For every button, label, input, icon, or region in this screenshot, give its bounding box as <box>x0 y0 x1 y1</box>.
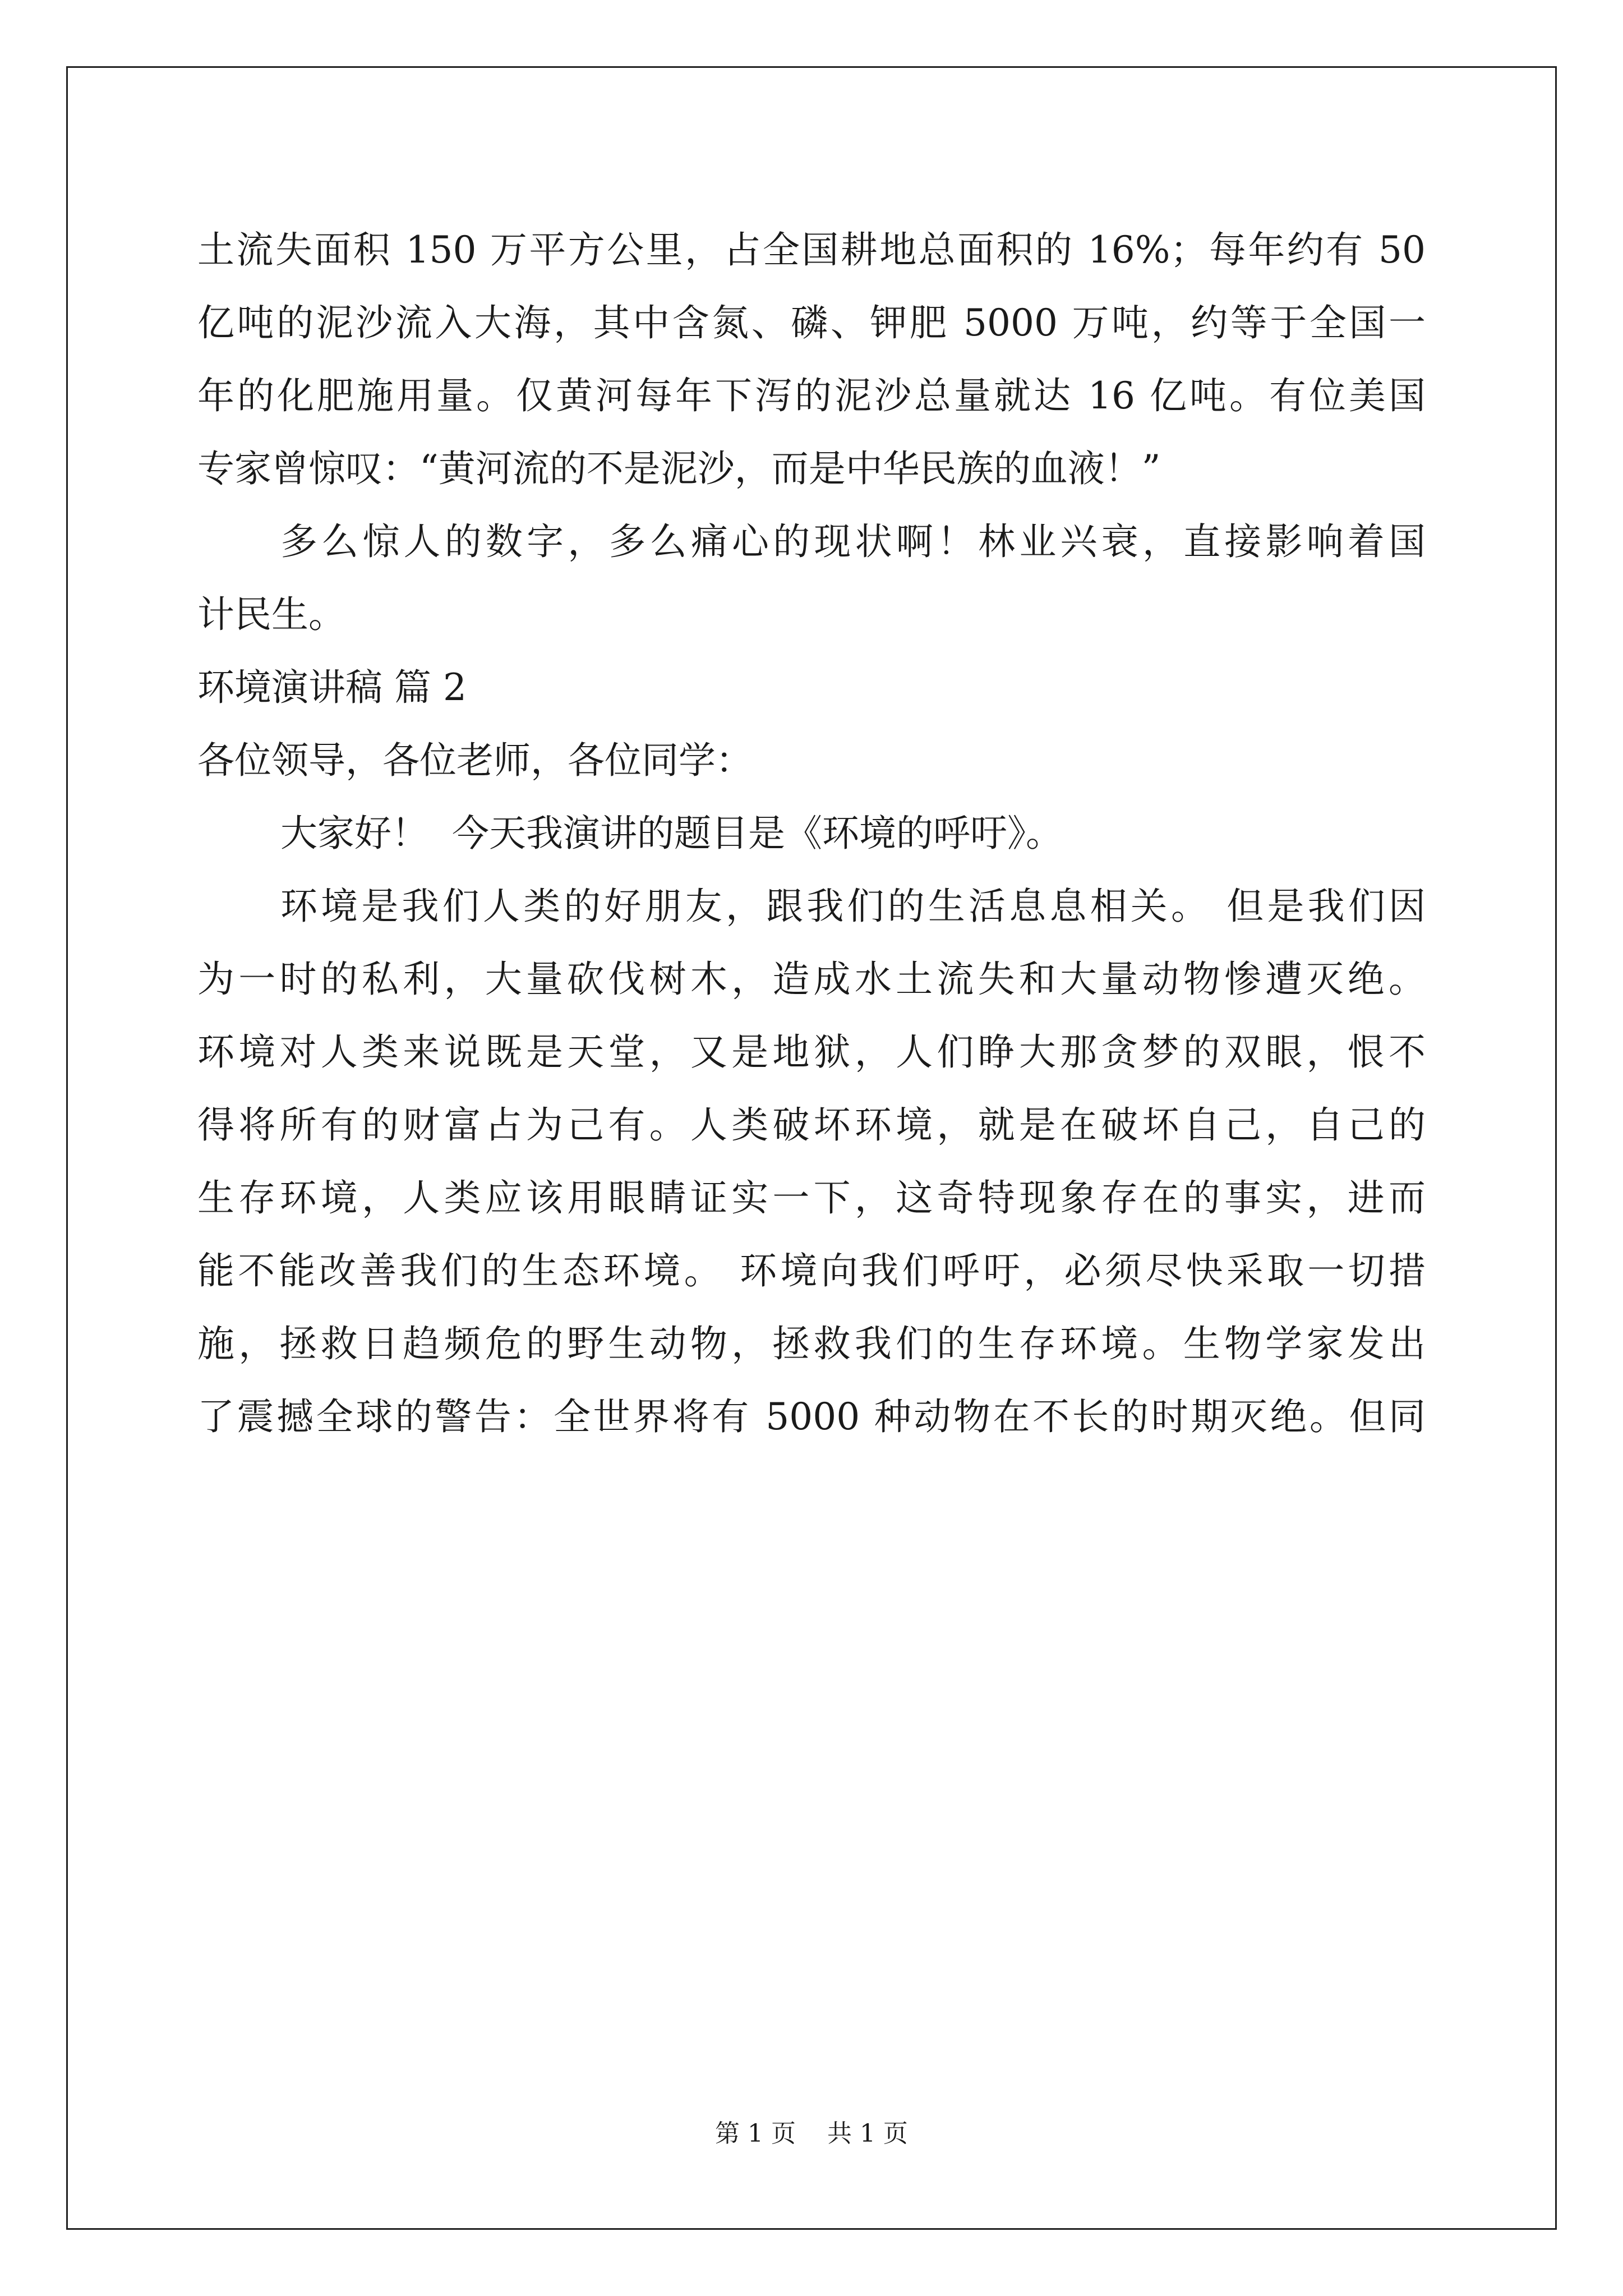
section-heading: 环境演讲稿 篇 2 <box>197 666 467 709</box>
text-line: 生存环境，人类应该用眼睛证实一下，这奇特现象存在的事实，进而 <box>197 1176 1426 1220</box>
text-line: 环境对人类来说既是天堂，又是地狱，人们睁大那贪梦的双眼，恨不 <box>197 1030 1426 1074</box>
text-line: 了震撼全球的警告：全世界将有 5000 种动物在不长的时期灭绝。但同 <box>197 1395 1426 1438</box>
text-line: 得将所有的财富占为己有。人类破坏环境，就是在破坏自己，自己的 <box>197 1103 1426 1147</box>
text-line: 专家曾惊叹：“黄河流的不是泥沙，而是中华民族的血液！” <box>197 447 1161 490</box>
text-line: 为一时的私利，大量砍伐树木，造成水土流失和大量动物惨遭灭绝。 <box>197 958 1426 1001</box>
text-line: 土流失面积 150 万平方公里，占全国耕地总面积的 16%；每年约有 50 <box>197 228 1426 272</box>
text-line: 施，拯救日趋频危的野生动物，拯救我们的生存环境。生物学家发出 <box>197 1322 1426 1365</box>
text-line: 计民生。 <box>197 593 345 636</box>
text-line: 环境是我们人类的好朋友，跟我们的生活息息相关。 但是我们因 <box>280 885 1426 928</box>
text-line: 能不能改善我们的生态环境。 环境向我们呼吁，必须尽快采取一切措 <box>197 1249 1426 1292</box>
text-line: 年的化肥施用量。仅黄河每年下泻的泥沙总量就达 16 亿吨。有位美国 <box>197 374 1426 417</box>
page-number-footer: 第 1 页 共 1 页 <box>715 2119 908 2148</box>
text-line: 多么惊人的数字，多么痛心的现状啊！林业兴衰，直接影响着国 <box>280 520 1426 563</box>
salutation: 各位领导，各位老师，各位同学： <box>197 739 753 782</box>
greeting: 大家好！ 今天我演讲的题目是《环境的呼吁》。 <box>280 812 1063 855</box>
text-line: 亿吨的泥沙流入大海，其中含氮、磷、钾肥 5000 万吨，约等于全国一 <box>197 301 1426 344</box>
